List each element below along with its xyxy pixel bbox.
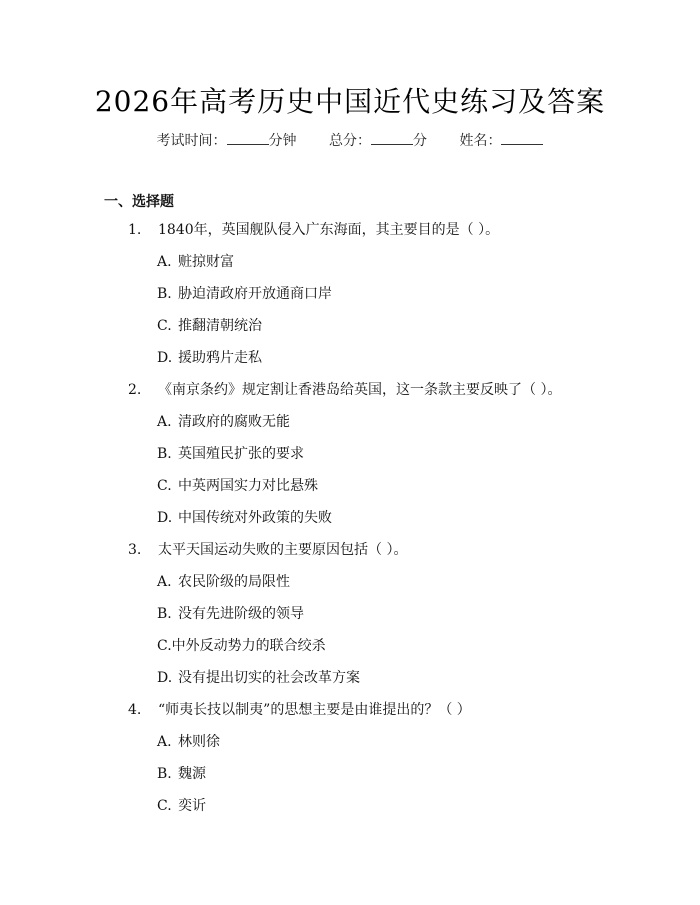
question-list [0, 219, 700, 827]
option-item [157, 475, 700, 497]
option-text: 林则徐 [178, 734, 220, 750]
option-letter: A. [157, 254, 172, 270]
option-letter: B. [157, 286, 172, 302]
option-text: 农民阶级的局限性 [178, 574, 290, 590]
option-item [157, 347, 700, 369]
option-text: 胁迫清政府开放通商口岸 [178, 286, 332, 302]
option-item [157, 507, 700, 529]
option-text: 中外反动势力的联合绞杀 [171, 638, 326, 654]
option-text: 推翻清朝统治 [178, 318, 262, 334]
exam-time-blank [227, 130, 269, 145]
option-letter: B. [157, 446, 172, 462]
total-score-label: 总分： [329, 133, 371, 149]
option-letter: C. [157, 638, 172, 654]
option-item [157, 603, 700, 625]
option-text: 奕䜣 [178, 798, 206, 814]
name-field [459, 130, 543, 150]
question-number: 4. [128, 702, 142, 718]
total-score-unit: 分 [413, 133, 427, 149]
exam-info-line [0, 130, 700, 150]
exam-time-label: 考试时间： [156, 133, 227, 149]
option-letter: D. [157, 670, 173, 686]
option-item [157, 443, 700, 465]
option-text: 没有提出切实的社会改革方案 [178, 670, 360, 686]
option-item [157, 635, 700, 657]
option-letter: B. [157, 606, 172, 622]
option-letter: B. [157, 766, 172, 782]
option-item [157, 251, 700, 273]
option-text: 赃掠财富 [178, 254, 234, 270]
option-item [157, 283, 700, 305]
total-score-blank [371, 130, 413, 145]
question-text: 1840年，英国舰队侵入广东海面，其主要目的是（ ）。 [158, 222, 500, 238]
option-text: 魏源 [178, 766, 206, 782]
option-text: 中英两国实力对比悬殊 [178, 478, 318, 494]
exam-time-unit: 分钟 [268, 133, 297, 149]
question-item [128, 379, 700, 401]
exam-time-field [157, 130, 297, 150]
document-title: 2026年高考历史中国近代史练习及答案 [94, 85, 606, 118]
option-letter: C. [157, 478, 172, 494]
option-letter: D. [157, 350, 173, 366]
option-text: 英国殖民扩张的要求 [178, 446, 304, 462]
option-letter: A. [157, 574, 172, 590]
question-number: 2. [128, 382, 142, 398]
option-letter: C. [157, 318, 172, 334]
option-letter: D. [157, 510, 173, 526]
option-letter: A. [157, 414, 172, 430]
option-item [157, 315, 700, 337]
name-label: 姓名： [459, 133, 502, 149]
total-score-field [329, 130, 427, 150]
question-number: 3. [128, 542, 142, 558]
option-text: 援助鸦片走私 [178, 350, 262, 366]
option-item [157, 795, 700, 817]
option-item [157, 571, 700, 593]
option-letter: C. [157, 798, 172, 814]
option-item [157, 411, 700, 433]
question-number: 1. [128, 222, 142, 238]
question-item [128, 539, 700, 561]
question-item [128, 219, 700, 241]
question-item [128, 699, 700, 721]
option-letter: A. [157, 734, 172, 750]
question-text: 《南京条约》规定割让香港岛给英国，这一条款主要反映了（ ）。 [158, 382, 562, 398]
option-item [157, 731, 700, 753]
option-item [157, 667, 700, 689]
section-title-choice: 一、选择题 [104, 194, 174, 210]
option-text: 清政府的腐败无能 [178, 414, 290, 430]
option-text: 中国传统对外政策的失败 [178, 510, 332, 526]
question-text: “师夷长技以制夷”的思想主要是由谁提出的？（ ） [158, 702, 471, 718]
name-blank [501, 130, 543, 145]
option-text: 没有先进阶级的领导 [178, 606, 304, 622]
option-item [157, 763, 700, 785]
question-text: 太平天国运动失败的主要原因包括（ ）。 [158, 542, 408, 558]
